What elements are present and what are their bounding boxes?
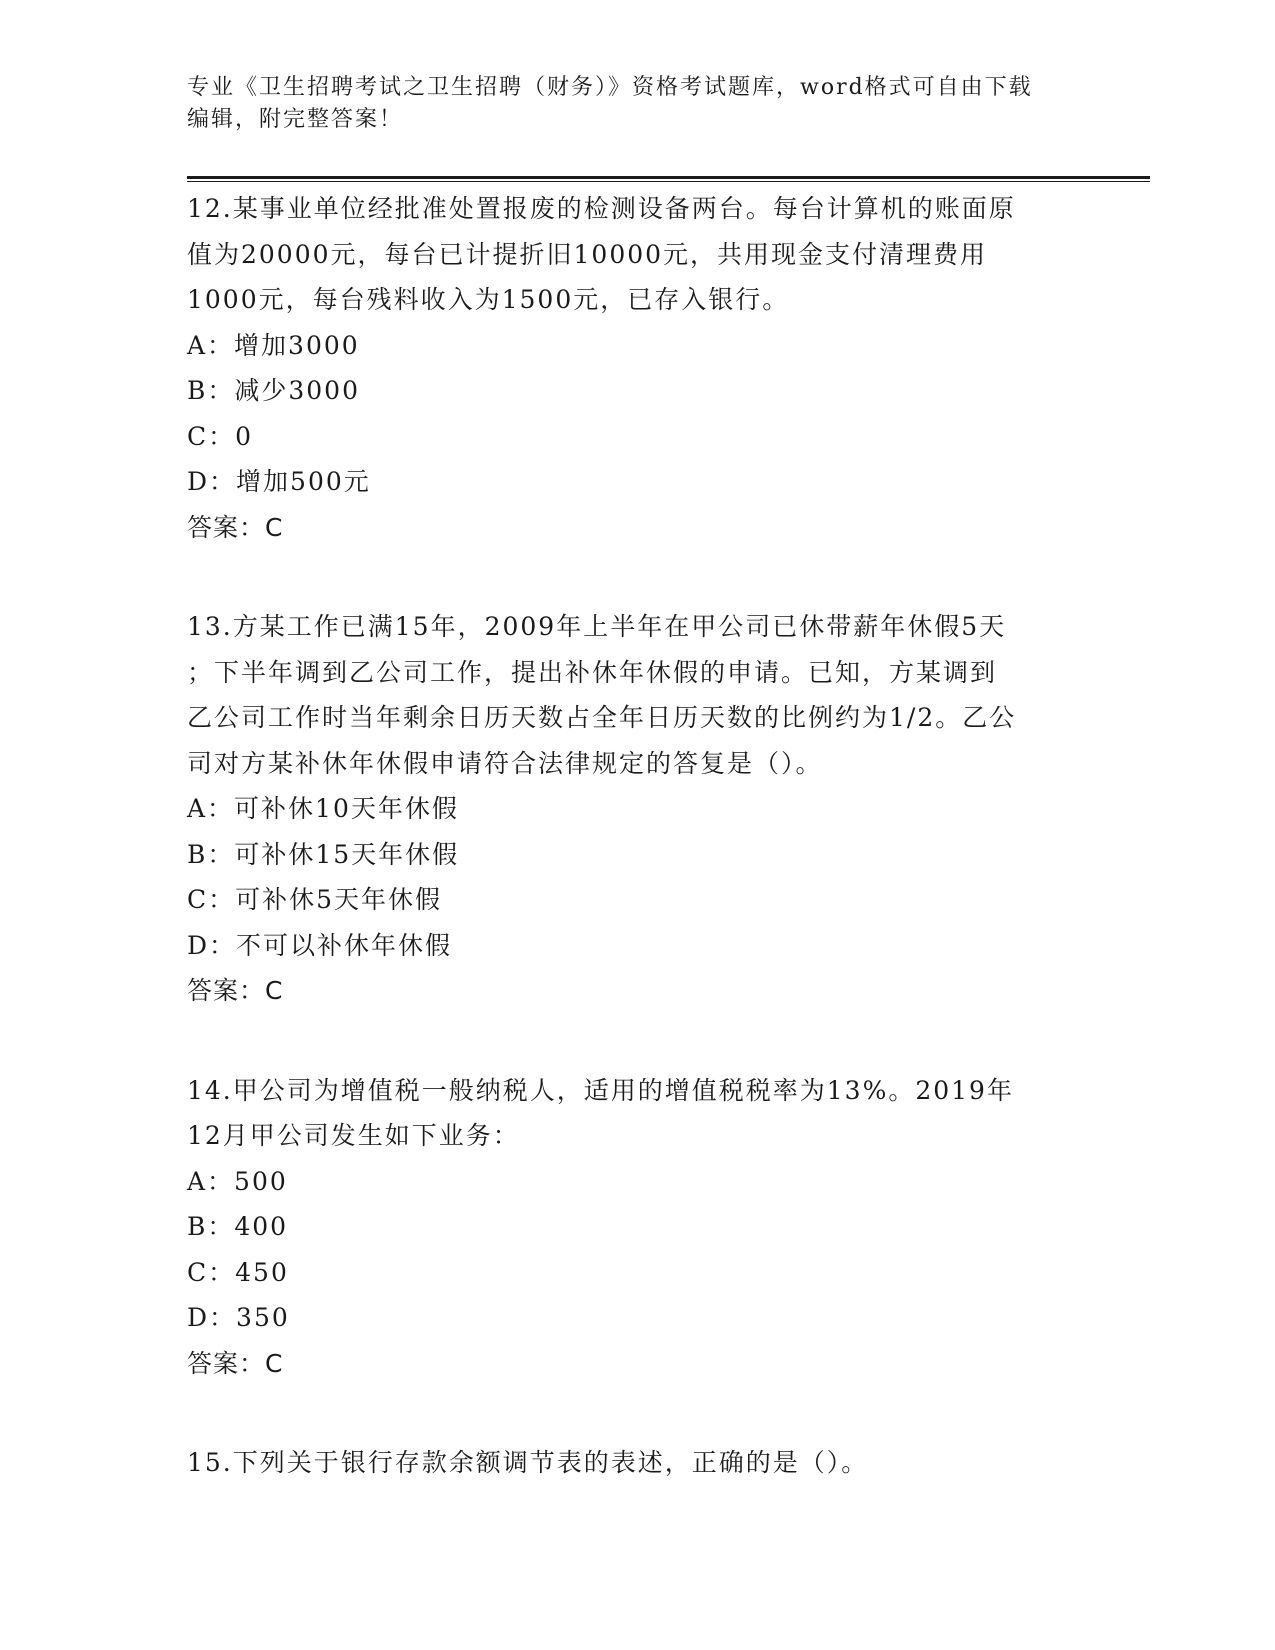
- option-d: D：350: [187, 1303, 290, 1332]
- question-stem-line: 乙公司工作时当年剩余日历天数占全年日历天数的比例约为1/2。乙公: [187, 703, 1017, 732]
- question-12: [187, 186, 1087, 550]
- question-stem-line: 15.下列关于银行存款余额调节表的表述，正确的是（）。: [187, 1448, 869, 1477]
- answer-label: 答案：C: [187, 976, 284, 1005]
- question-stem-line: 1000元，每台残料收入为1500元，已存入银行。: [187, 285, 790, 314]
- option-a: A：增加3000: [187, 330, 360, 360]
- answer-label: 答案：C: [187, 1348, 284, 1378]
- option-a: A：可补休10天年休假: [187, 794, 459, 823]
- question-14: [187, 1068, 1087, 1387]
- question-stem-line: 13.方某工作已满15年，2009年上半年在甲公司已休带薪年休假5天: [187, 612, 1007, 641]
- option-b: B：减少3000: [187, 376, 360, 405]
- header-line-2: 编辑，附完整答案！: [187, 107, 404, 132]
- header-divider-thin: [187, 181, 1150, 182]
- question-stem-line: 值为20000元，每台已计提折旧10000元，共用现金支付清理费用: [187, 239, 988, 269]
- option-b: B：400: [187, 1212, 289, 1241]
- document-header: [187, 72, 1087, 136]
- header-divider-thick: [187, 176, 1150, 179]
- option-d: D：不可以补休年休假: [187, 930, 453, 960]
- question-stem-line: ；下半年调到乙公司工作，提出补休年休假的申请。已知，方某调到: [187, 657, 998, 687]
- option-d: D：增加500元: [187, 467, 371, 496]
- question-stem-line: 12.某事业单位经批准处置报废的检测设备两台。每台计算机的账面原: [187, 194, 1016, 223]
- answer-label: 答案：C: [187, 512, 284, 542]
- question-stem-line: 12月甲公司发生如下业务：: [187, 1121, 520, 1150]
- question-stem-line: 14.甲公司为增值税一般纳税人，适用的增值税税率为13%。2019年: [187, 1075, 1014, 1105]
- question-13: [187, 604, 1087, 1014]
- option-b: B：可补休15天年休假: [187, 839, 460, 869]
- option-c: C：0: [187, 421, 254, 451]
- question-15: [187, 1440, 1087, 1486]
- question-stem-line: 司对方某补休年休假申请符合法律规定的答复是（）。: [187, 748, 823, 778]
- option-a: A：500: [187, 1166, 288, 1196]
- option-c: C：可补休5天年休假: [187, 885, 443, 914]
- option-c: C：450: [187, 1257, 289, 1287]
- header-line-1: 专业《卫生招聘考试之卫生招聘（财务）》资格考试题库，word格式可自由下载: [187, 75, 1033, 100]
- question-list: [187, 186, 1087, 1486]
